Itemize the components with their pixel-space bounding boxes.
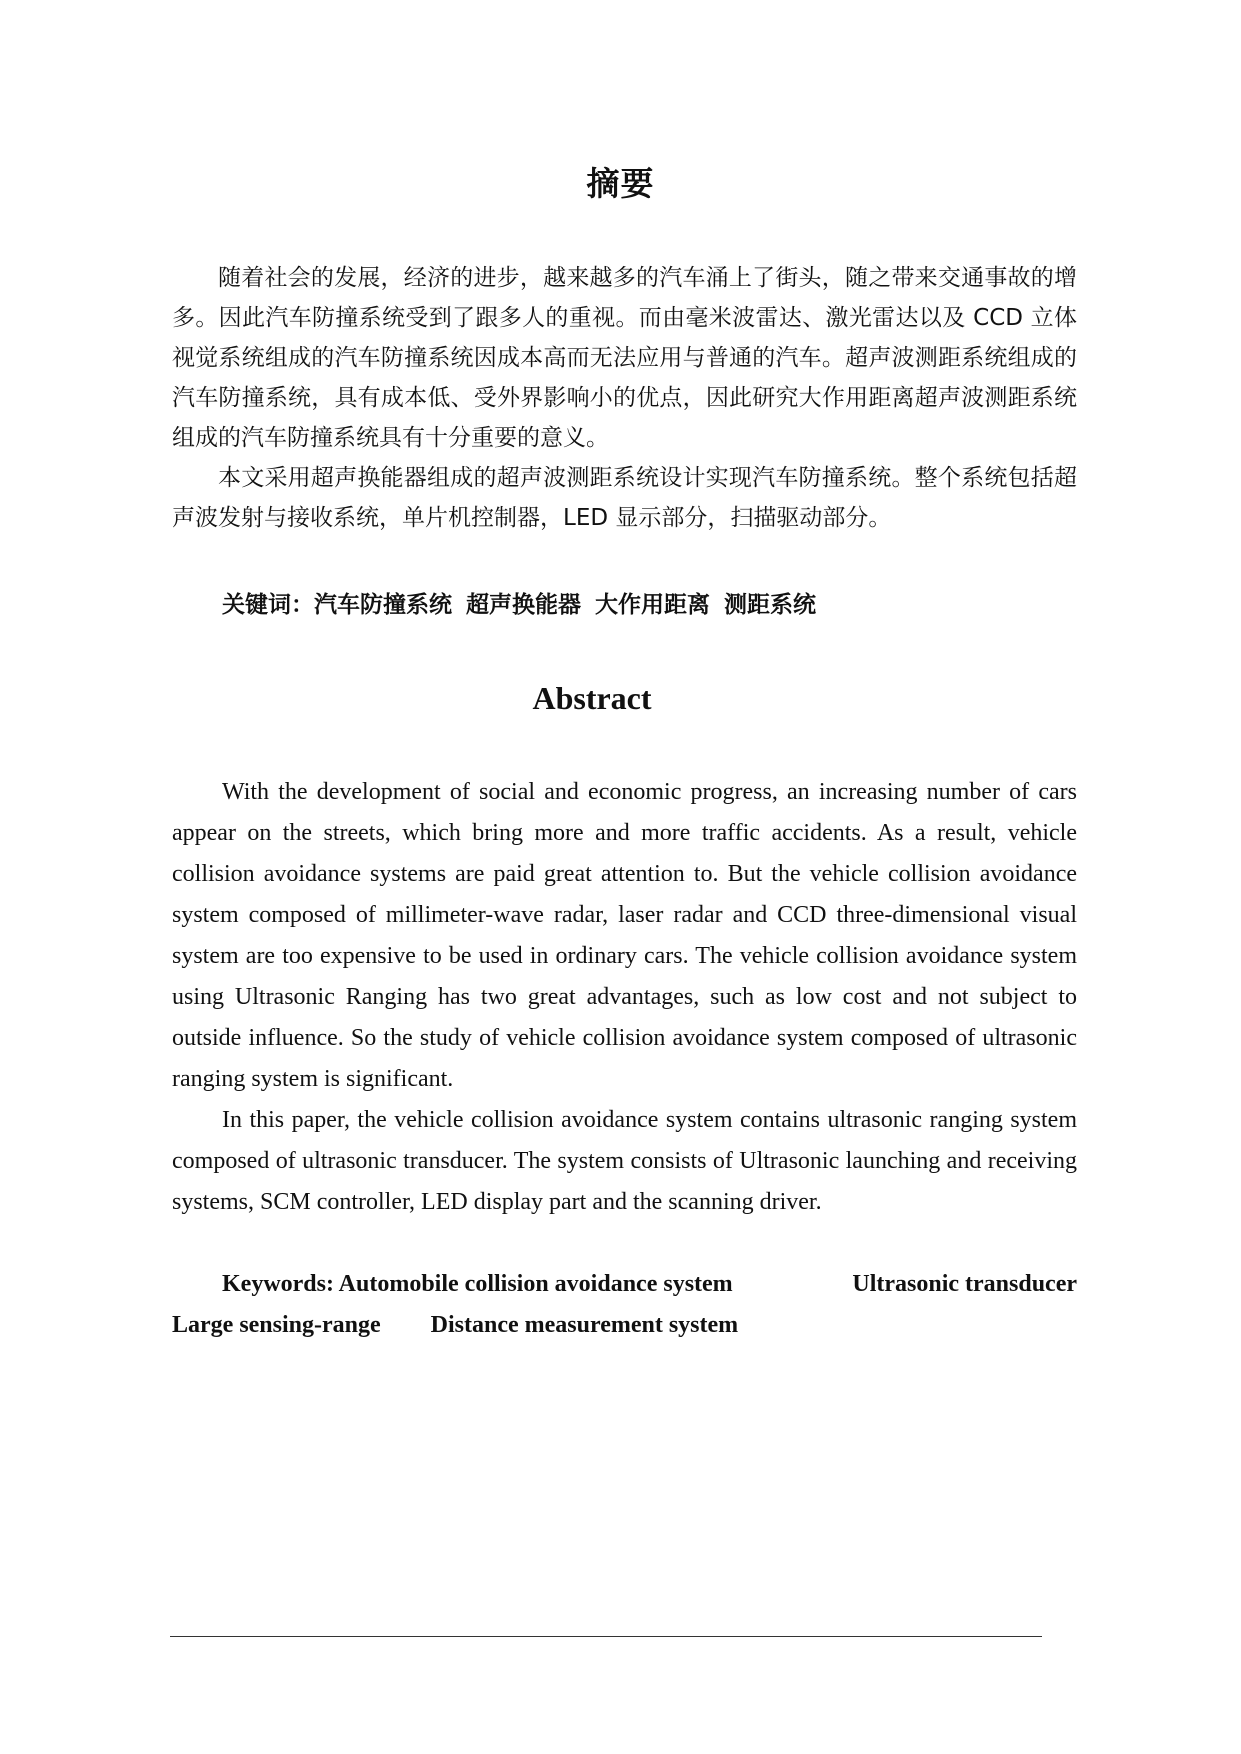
cn-abstract-title: 摘要 bbox=[586, 164, 655, 203]
cn-keywords-label: 关键词： bbox=[222, 592, 314, 618]
en-keyword-4: Distance measurement system bbox=[430, 1312, 739, 1338]
en-abstract-title: Abstract bbox=[532, 680, 652, 716]
en-abstract-paragraph-2: In this paper, the vehicle collision avoidance system contains ultrasonic ranging system composed of ultrasonic transducer. The system consists of Ultrasonic launching and receiving systems, SCM controller, LED display part and the scanning driver. bbox=[172, 1107, 1077, 1215]
cn-abstract-body bbox=[172, 258, 1077, 538]
cn-keyword-1: 汽车防撞系统 bbox=[314, 592, 452, 618]
en-keywords bbox=[172, 1264, 1077, 1346]
cn-keyword-3: 大作用距离 bbox=[595, 592, 710, 618]
footer-rule bbox=[170, 1636, 1042, 1637]
cn-keyword-4: 测距系统 bbox=[724, 592, 816, 618]
cn-keywords bbox=[172, 585, 1077, 625]
en-keyword-3: Large sensing-range bbox=[172, 1312, 381, 1338]
en-keyword-1: Automobile collision avoidance system bbox=[338, 1271, 733, 1297]
en-keywords-line-2 bbox=[172, 1305, 1077, 1346]
en-abstract-paragraph-1: With the development of social and economic progress, an increasing number of cars appear on the streets, which bring more and more traffic accidents. As a result, vehicle collision avoidance systems are paid great attention to. But the vehicle collision avoidance system composed of millimeter-wave radar, laser radar and CCD three-dimensional visual system are too expensive to be used in ordinary cars. The vehicle collision avoidance system using Ultrasonic Ranging has two great advantages, such as low cost and not subject to outside influence. So the study of vehicle collision avoidance system composed of ultrasonic ranging system is significant. bbox=[172, 779, 1077, 1092]
en-keyword-2: Ultrasonic transducer bbox=[852, 1271, 1077, 1297]
en-keywords-line-1 bbox=[172, 1264, 1077, 1305]
en-abstract-body bbox=[172, 772, 1077, 1223]
en-keywords-label: Keywords: bbox=[222, 1271, 334, 1297]
en-keywords-first-group bbox=[222, 1264, 733, 1305]
cn-abstract-paragraph-2: 本文采用超声换能器组成的超声波测距系统设计实现汽车防撞系统。整个系统包括超声波发射与接收系统，单片机控制器，LED 显示部分，扫描驱动部分。 bbox=[172, 465, 1077, 531]
cn-abstract-paragraph-1: 随着社会的发展，经济的进步，越来越多的汽车涌上了街头，随之带来交通事故的增多。因此汽车防撞系统受到了跟多人的重视。而由毫米波雷达、激光雷达以及 CCD 立体视觉系统组成的汽车防撞系统因成本高而无法应用与普通的汽车。超声波测距系统组成的汽车防撞系统，具有成本低、受外界影响小的优点，因此研究大作用距离超声波测距系统组成的汽车防撞系统具有十分重要的意义。 bbox=[172, 265, 1077, 451]
cn-keyword-2: 超声换能器 bbox=[466, 592, 581, 618]
